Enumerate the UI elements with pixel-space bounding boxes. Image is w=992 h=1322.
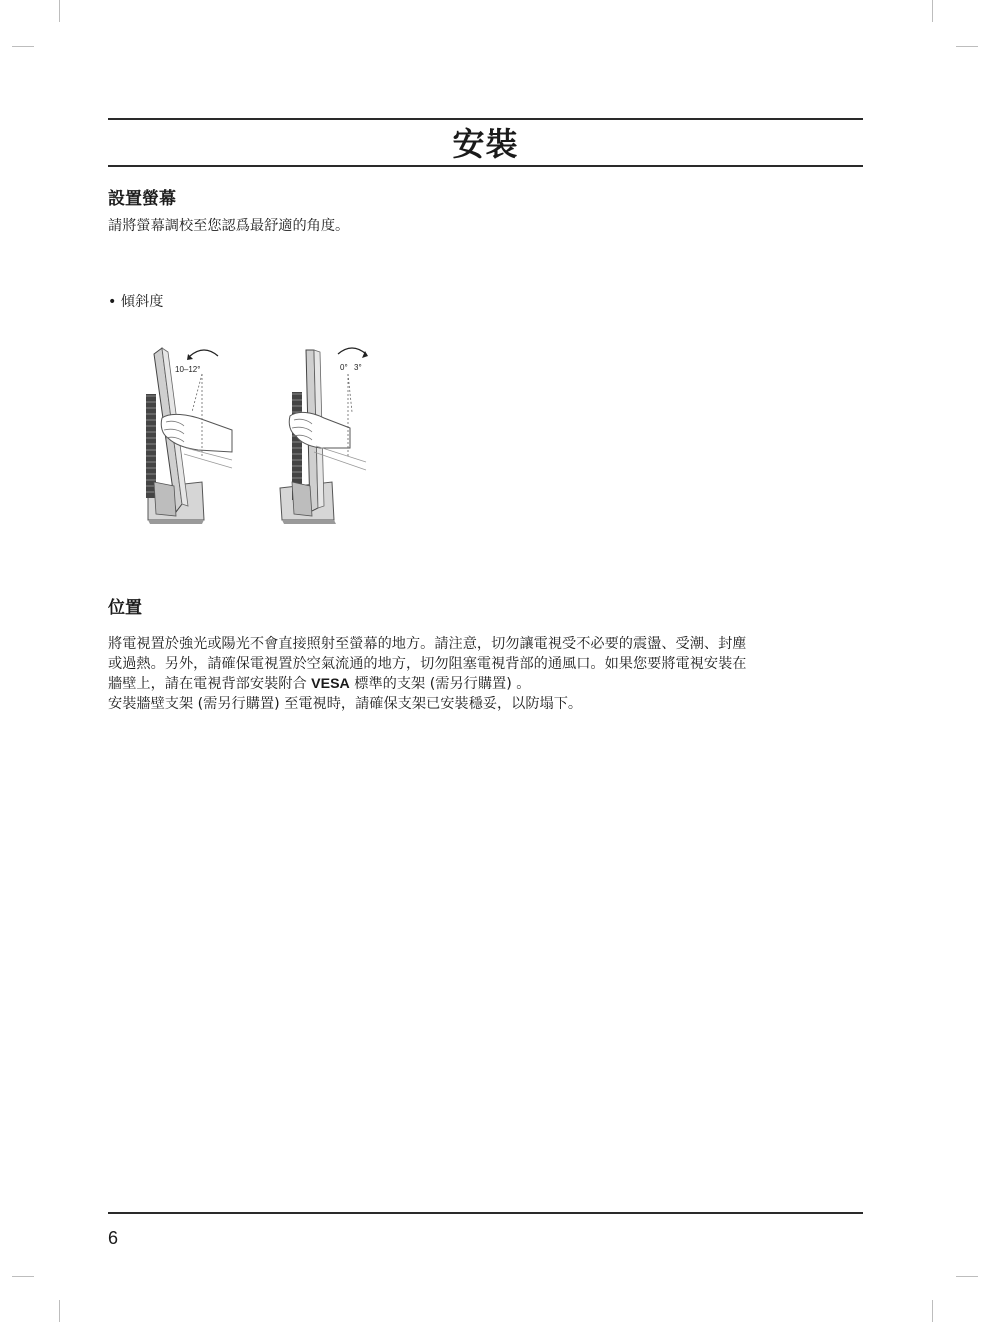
crop-mark: [12, 46, 34, 47]
crop-mark: [956, 46, 978, 47]
tilted-monitor-left: [146, 348, 232, 524]
location-line-3-end: 標準的支架 (需另行購置) 。: [349, 676, 531, 692]
location-line-3: [108, 674, 530, 694]
location-heading: 位置: [108, 598, 142, 618]
crop-mark: [956, 1276, 978, 1277]
setup-body: 請將螢幕調校至您認爲最舒適的角度。: [108, 218, 350, 234]
crop-mark: [932, 1300, 933, 1322]
footer-rule: [108, 1212, 863, 1214]
tilt-angle-label-left: 10–12°: [175, 365, 201, 374]
location-line-2: 或過熱。另外，請確保電視置於空氣流通的地方，切勿阻塞電視背部的通風口。如果您要將電視安裝在: [108, 656, 747, 672]
crop-mark: [12, 1276, 34, 1277]
location-line-4: 安裝牆壁支架 (需另行購置) 至電視時，請確保支架已安裝穩妥，以防塌下。: [108, 696, 583, 712]
crop-mark: [59, 0, 60, 22]
page-number: 6: [108, 1228, 119, 1248]
location-line-1: 將電視置於強光或陽光不會直接照射至螢幕的地方。請注意，切勿讓電視受不必要的震盪、受潮、封塵: [108, 636, 747, 652]
setup-heading: 設置螢幕: [108, 189, 176, 209]
tilt-illustration: [140, 336, 376, 526]
tilt-angle-label-right-0: 0°: [340, 363, 348, 372]
location-line-3-start: 牆壁上，請在電視背部安裝附合: [108, 676, 312, 692]
page-title: 安裝: [452, 125, 519, 163]
vesa-term: VESA: [311, 676, 350, 692]
crop-mark: [932, 0, 933, 22]
tilt-angle-label-right-3: 3°: [354, 363, 362, 372]
tilted-monitor-right: [280, 348, 368, 524]
crop-mark: [59, 1300, 60, 1322]
title-bottom-rule: [108, 165, 863, 167]
title-top-rule: [108, 118, 863, 120]
tilt-bullet: • 傾斜度: [108, 294, 164, 310]
